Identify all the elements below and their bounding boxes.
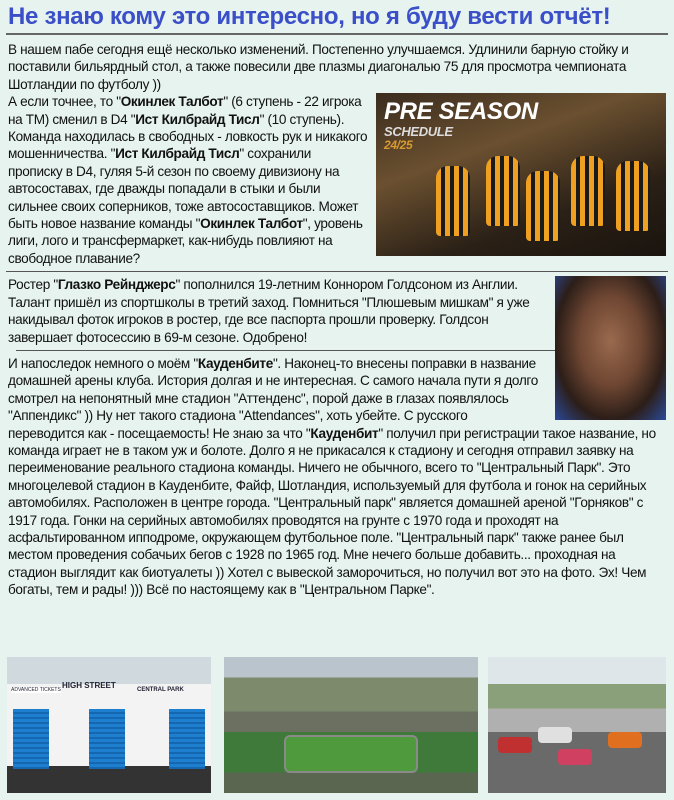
stock-car-race-photo	[488, 657, 666, 793]
car	[538, 727, 572, 743]
team-name: Ист Килбрайд Тисл	[115, 146, 240, 162]
photo-year: 24/25	[384, 138, 413, 153]
player-figure	[436, 166, 470, 236]
pre-season-photo	[376, 93, 666, 256]
player-figure	[526, 171, 560, 241]
car	[558, 749, 592, 765]
team-name: Кауденбите	[197, 355, 273, 371]
team-name: Ист Килбрайд Тисл	[135, 111, 260, 127]
section-roster	[0, 276, 674, 598]
text: " (10 ступень). Команда находилась в свободных - ловкость рук и никакого мошенничества. "	[8, 111, 368, 162]
text: И напоследок немного о моём "	[8, 355, 198, 371]
team-name: Окинлек Талбот	[200, 216, 303, 232]
car	[608, 732, 642, 748]
player-photo	[555, 276, 666, 420]
divider	[6, 271, 668, 272]
stadium-aerial-photo	[224, 657, 478, 793]
team-name: Окинлек Талбот	[120, 94, 224, 110]
car	[498, 737, 532, 753]
text: " получил при регистрации такое название, но команда играет не в таком уж и болоте. Долго я не прикасался к стадиону и сегодня отправил заявку на переименование реального стадиона команды. Ничего не обычного, всего то "Центральный Парк". Это многоцелевой стадион в Кауденбите, Файф, Шотландия, используемый для футбола и гонок на серийных автомобилях. Расположен в центре города. "Центральный парк" является домашней ареной "Горняков" с 1917 года. Гонки на серийных автомобилях проводятся на грунте с 1970 года и проходят на асфальтированном ипподроме, окружающем футбольное поле. "Центральный парк" также ранее был местом проведения собачьих бегов с 1928 по 1965 год. Мне нечего больше добавить... проходная на стадион выглядит как биотуалеты )) Хотел с вывеской заморочиться, но получил вот это на фото. Эх! Чем богаты, тем и рады! ))) Всё по настоящему как в "Центральном Парке".	[8, 425, 656, 598]
paragraph-roster	[8, 277, 529, 344]
stadium-photos	[0, 657, 674, 793]
paragraph-team	[8, 94, 367, 266]
text: ". Наконец-то внесены поправки в название домашней арены клуба. История долгая и не интересная. С самого начала пути я долго смотрел на непонятный мне стадион "Аттенденс", порой даже в глазах появлялось "Аппендикс" )) Ну нет такого стадиона "Attendances", хоть убейте. С русского переводится как - посещаемость! Не знаю за что "	[8, 355, 538, 441]
team-name: Кауденбит	[310, 425, 379, 441]
shutter-door	[13, 709, 49, 769]
stadium-entrance-photo	[7, 657, 211, 793]
page-title: Не знаю кому это интересно, но я буду вести отчёт!	[8, 3, 611, 30]
shutter-door	[169, 709, 205, 769]
text: " (6 ступень - 22 игрока на ТМ) сменил в D4 "	[8, 94, 362, 127]
sign-central-park: CENTRAL PARK	[137, 687, 184, 693]
text: Ростер "	[8, 277, 58, 293]
text: " сохранили прописку в D4, гуляя 5-й сезон по своему дивизиону на автосоставах, где дважды попадали в стыки и были сильнее своих соперников, тоже автосоставщиков. Может быть новое название команды "	[8, 146, 359, 232]
team-name: Глазко Рейнджерс	[57, 277, 176, 293]
player-figure	[486, 156, 520, 226]
photo-subtitle: SCHEDULE	[384, 124, 453, 140]
text: " пополнился 19-летним Коннором Голдсоном из Англии. Талант пришёл из спортшколы в третий заход. Помниться "Плюшевым мишкам" я уже накидывал фоток игроков в ростер, где все паспорта прошли проверку. Голдсон завершает фотосессию в 69-м сезоне. Одобрено!	[8, 277, 530, 345]
player-figure	[571, 156, 605, 226]
section-pub-update	[0, 35, 674, 267]
shutter-door	[89, 709, 125, 769]
sign-tickets: ADVANCED TICKETS	[11, 687, 61, 693]
paragraph-pub: В нашем пабе сегодня ещё несколько изменений. Постепенно улучшаемся. Удлинили барную стойку и поставили бильярдный стол, а также повесили две плазмы диагональю 75 для просмотра чемпионата Шотландии по футболу ))	[8, 42, 629, 92]
text: ", уровень лиги, лого и трансфермаркет, как-нибудь повлияют на свободное плавание?	[8, 216, 363, 266]
sign-high-street: HIGH STREET	[62, 681, 116, 690]
football-pitch	[284, 735, 418, 773]
player-figure	[616, 161, 650, 231]
photo-title: PRE SEASON	[384, 98, 538, 126]
text: А если точнее, то "	[8, 94, 121, 110]
